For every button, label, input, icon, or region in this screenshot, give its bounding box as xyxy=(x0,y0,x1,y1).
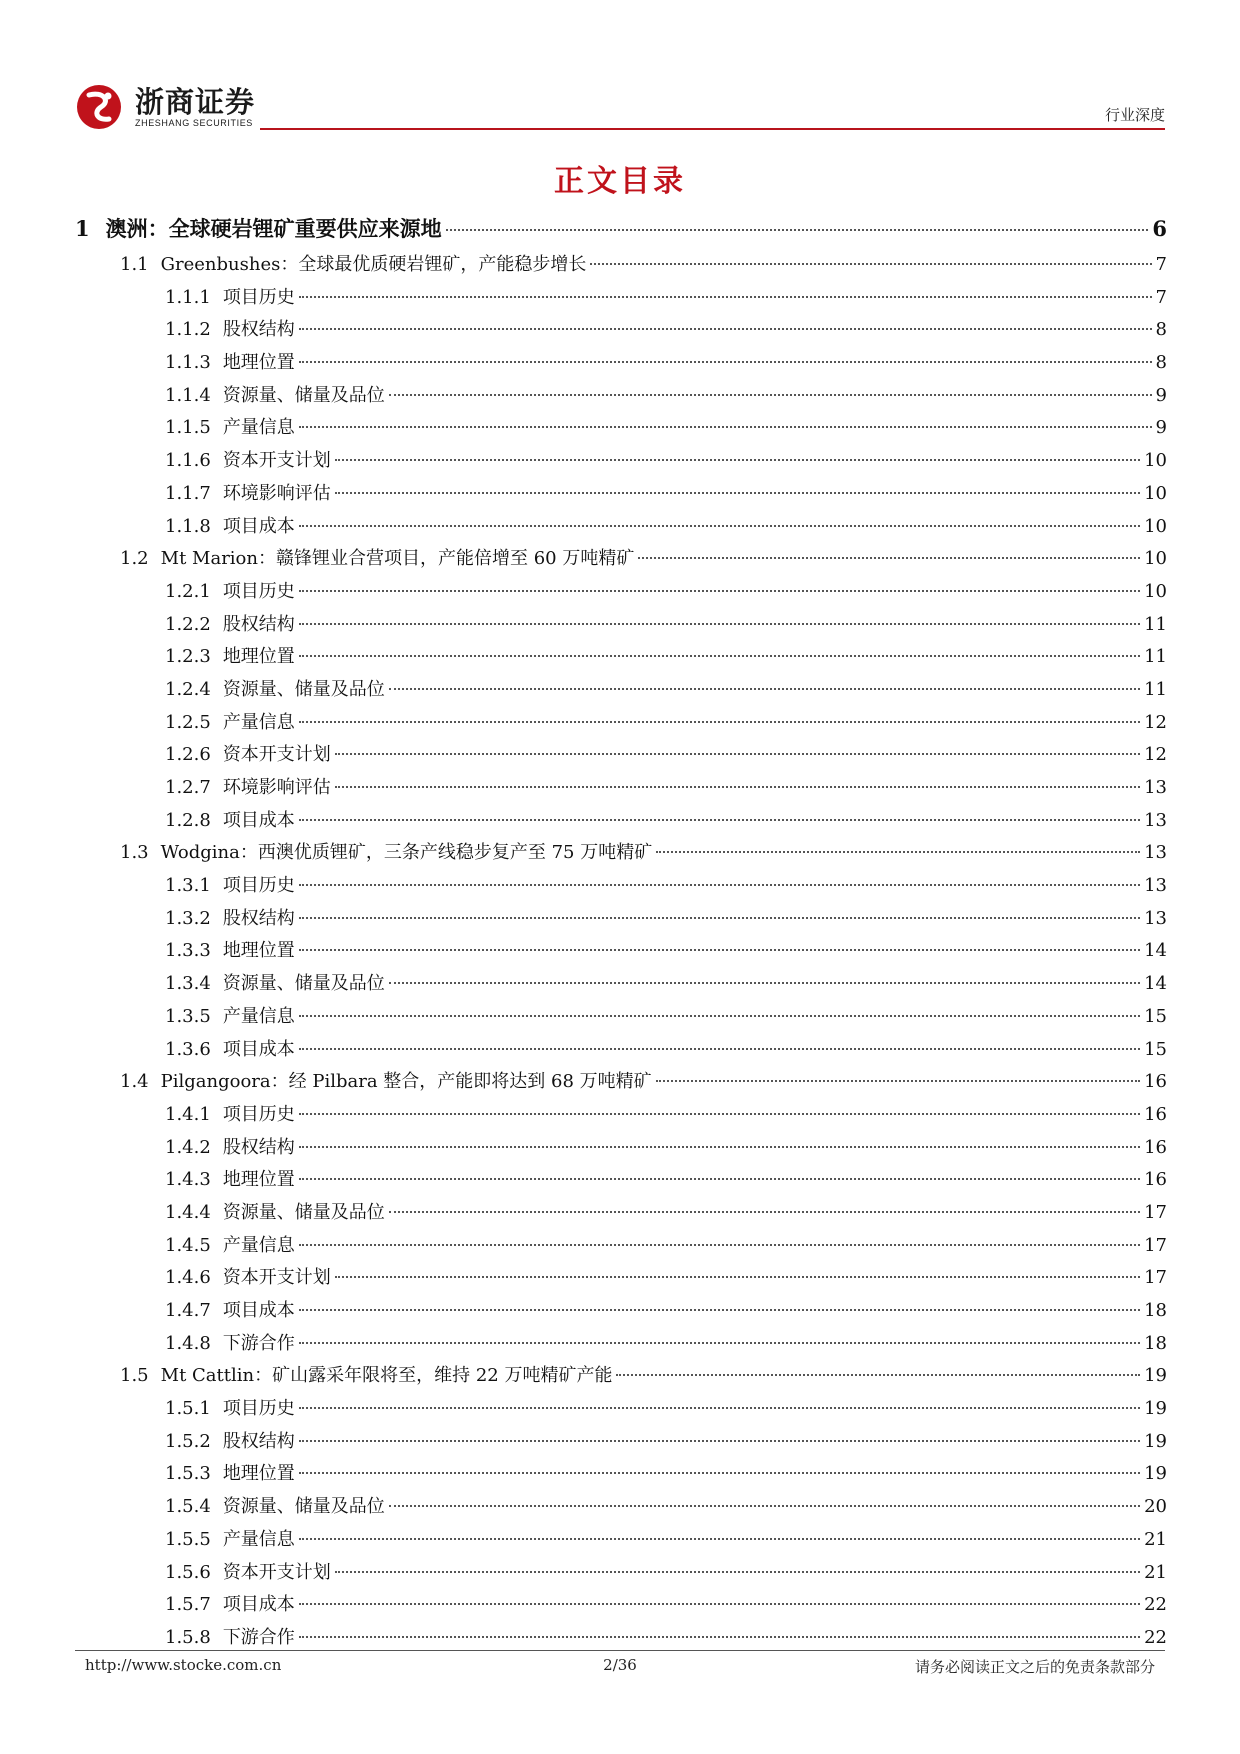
page-title: 正文目录 xyxy=(554,164,686,199)
toc-entry-page: 10 xyxy=(1144,515,1167,537)
toc-entry-number: 1.4.7 xyxy=(165,1300,211,1321)
footer-url-link[interactable]: http://www.stocke.com.cn xyxy=(85,1656,282,1674)
toc-entry-page: 8 xyxy=(1155,352,1167,374)
toc-entry-number: 1.2.3 xyxy=(165,646,211,668)
toc-entry-page: 17 xyxy=(1144,1267,1167,1289)
toc-dot-leader xyxy=(299,884,1140,886)
toc-entry-title: 项目成本 xyxy=(222,515,295,537)
toc-entry-title: 项目成本 xyxy=(222,809,295,831)
toc-entry-title: 项目历史 xyxy=(222,286,295,308)
toc-entry-level-3[interactable] xyxy=(75,968,1167,1001)
toc-entry-page: 21 xyxy=(1144,1528,1167,1550)
toc-entry-number: 1.1.4 xyxy=(165,384,211,406)
logo-text-en: ZHESHANG SECURITIES xyxy=(135,118,253,128)
report-type-tag: 行业深度 xyxy=(1104,106,1165,124)
toc-entry-page: 6 xyxy=(1152,216,1167,241)
toc-entry-page: 22 xyxy=(1144,1626,1167,1648)
toc-entry-level-3[interactable] xyxy=(75,1458,1167,1491)
toc-entry-page: 13 xyxy=(1144,777,1167,798)
toc-entry-number: 1.5.1 xyxy=(165,1398,211,1420)
toc-dot-leader xyxy=(299,1113,1140,1115)
toc-entry-page: 14 xyxy=(1144,940,1167,962)
footer-disclaimer: 请务必阅读正文之后的免责条款部分 xyxy=(914,1658,1155,1676)
toc-dot-leader xyxy=(299,1603,1140,1605)
toc-dot-leader xyxy=(299,361,1152,363)
toc-dot-leader xyxy=(299,296,1152,298)
toc-entry-page: 9 xyxy=(1155,384,1167,406)
toc-entry-page: 11 xyxy=(1144,646,1167,668)
toc-entry-number: 1.2 xyxy=(120,548,149,570)
toc-entry-level-3[interactable] xyxy=(75,1164,1167,1197)
toc-entry-number: 1.3.1 xyxy=(165,875,211,897)
toc-entry-page: 7 xyxy=(1155,286,1167,308)
table-of-contents xyxy=(75,208,1167,1655)
toc-entry-page: 19 xyxy=(1144,1463,1167,1485)
toc-dot-leader xyxy=(616,1374,1140,1376)
toc-entry-title: 地理位置 xyxy=(222,646,295,668)
toc-entry-level-3[interactable] xyxy=(75,1230,1167,1263)
toc-entry-number: 1 xyxy=(75,216,90,241)
toc-entry-title: 股权结构 xyxy=(222,319,295,341)
toc-entry-page: 19 xyxy=(1144,1365,1167,1387)
toc-dot-leader xyxy=(335,492,1140,494)
zheshang-logo-icon xyxy=(75,83,127,131)
toc-entry-title: 资源量、储量及品位 xyxy=(222,1201,385,1223)
toc-dot-leader xyxy=(299,623,1140,625)
toc-entry-page: 16 xyxy=(1144,1071,1167,1093)
toc-entry-title: 股权结构 xyxy=(222,1136,295,1158)
toc-entry-title: 项目历史 xyxy=(222,1398,295,1420)
toc-entry-page: 13 xyxy=(1144,907,1167,929)
toc-entry-title: 地理位置 xyxy=(222,940,295,962)
toc-entry-number: 1.4.2 xyxy=(165,1136,211,1158)
toc-entry-number: 1.2.4 xyxy=(165,678,211,700)
toc-entry-number: 1.5.5 xyxy=(165,1528,211,1550)
toc-dot-leader xyxy=(335,1571,1140,1573)
toc-entry-page: 11 xyxy=(1144,613,1167,635)
toc-entry-title: 股权结构 xyxy=(222,613,295,635)
toc-entry-level-2[interactable] xyxy=(75,1360,1167,1393)
toc-entry-number: 1.4 xyxy=(120,1071,149,1093)
toc-entry-number: 1.2.2 xyxy=(165,613,211,635)
toc-entry-number: 1.1.7 xyxy=(165,482,211,504)
toc-entry-page: 20 xyxy=(1144,1496,1167,1518)
toc-entry-number: 1.5.6 xyxy=(165,1561,211,1583)
toc-dot-leader xyxy=(638,557,1140,559)
toc-dot-leader xyxy=(389,1505,1140,1507)
toc-entry-number: 1.3.3 xyxy=(165,940,211,962)
toc-entry-title: 资本开支计划 xyxy=(222,450,331,472)
toc-entry-title: Pilgangoora：经 Pilbara 整合，产能即将达到 68 万吨精矿 xyxy=(160,1071,652,1093)
toc-entry-title: 环境影响评估 xyxy=(222,777,331,798)
toc-entry-title: 资源量、储量及品位 xyxy=(222,973,385,995)
toc-entry-title: 产量信息 xyxy=(222,1528,295,1550)
toc-entry-number: 1.1.8 xyxy=(165,515,211,537)
toc-entry-page: 18 xyxy=(1144,1300,1167,1321)
toc-dot-leader xyxy=(335,786,1140,788)
toc-entry-page: 10 xyxy=(1144,548,1167,570)
toc-entry-number: 1.2.8 xyxy=(165,809,211,831)
toc-entry-level-2[interactable] xyxy=(75,543,1167,576)
toc-dot-leader xyxy=(299,655,1140,657)
toc-dot-leader xyxy=(299,1636,1140,1638)
toc-entry-title: Mt Cattlin：矿山露采年限将至，维持 22 万吨精矿产能 xyxy=(160,1365,613,1387)
toc-entry-title: 股权结构 xyxy=(222,907,295,929)
toc-dot-leader xyxy=(299,1244,1140,1246)
toc-entry-number: 1.2.6 xyxy=(165,744,211,766)
toc-entry-level-3[interactable] xyxy=(75,739,1167,772)
toc-entry-level-3[interactable] xyxy=(75,1393,1167,1426)
toc-entry-level-3[interactable] xyxy=(75,772,1167,805)
toc-dot-leader xyxy=(299,426,1152,428)
toc-entry-page: 13 xyxy=(1144,875,1167,897)
toc-entry-level-3[interactable] xyxy=(75,903,1167,936)
toc-dot-leader xyxy=(299,1146,1140,1148)
toc-entry-number: 1.1.2 xyxy=(165,319,211,341)
toc-entry-number: 1.5.2 xyxy=(165,1430,211,1452)
toc-entry-number: 1.3 xyxy=(120,842,149,864)
toc-entry-title: 下游合作 xyxy=(222,1626,295,1648)
toc-entry-number: 1.4.5 xyxy=(165,1234,211,1256)
toc-entry-level-3[interactable] xyxy=(75,1589,1167,1622)
toc-dot-leader xyxy=(299,1440,1140,1442)
toc-entry-page: 11 xyxy=(1144,678,1167,700)
logo-text-cn: 浙商证券 xyxy=(135,85,256,119)
toc-dot-leader xyxy=(299,1342,1140,1344)
toc-entry-title: 股权结构 xyxy=(222,1430,295,1452)
toc-entry-level-3[interactable] xyxy=(75,282,1167,315)
toc-entry-title: 资本开支计划 xyxy=(222,1267,331,1289)
toc-entry-title: 资源量、储量及品位 xyxy=(222,384,385,406)
toc-entry-title: 项目历史 xyxy=(222,875,295,897)
toc-dot-leader xyxy=(299,1538,1140,1540)
toc-dot-leader xyxy=(299,590,1140,592)
toc-dot-leader xyxy=(299,949,1140,951)
toc-entry-page: 9 xyxy=(1155,417,1167,439)
toc-entry-title: 项目历史 xyxy=(222,580,295,602)
toc-entry-title: 资本开支计划 xyxy=(222,744,331,766)
toc-entry-level-1[interactable] xyxy=(75,208,1167,249)
toc-dot-leader xyxy=(299,1309,1140,1311)
toc-entry-page: 13 xyxy=(1144,842,1167,864)
toc-entry-page: 19 xyxy=(1144,1398,1167,1420)
toc-entry-title: 资源量、储量及品位 xyxy=(222,1496,385,1518)
toc-entry-title: 下游合作 xyxy=(222,1332,295,1354)
toc-entry-page: 14 xyxy=(1144,973,1167,995)
toc-entry-number: 1.4.1 xyxy=(165,1103,211,1125)
toc-entry-level-3[interactable] xyxy=(75,1524,1167,1557)
toc-entry-page: 17 xyxy=(1144,1234,1167,1256)
toc-entry-level-3[interactable] xyxy=(75,347,1167,380)
toc-entry-page: 7 xyxy=(1155,254,1167,275)
toc-entry-level-3[interactable] xyxy=(75,1295,1167,1328)
toc-entry-level-3[interactable] xyxy=(75,935,1167,968)
toc-dot-leader xyxy=(335,753,1140,755)
toc-dot-leader xyxy=(446,229,1149,231)
toc-entry-number: 1.3.2 xyxy=(165,907,211,929)
toc-entry-level-3[interactable] xyxy=(75,1557,1167,1590)
toc-entry-page: 16 xyxy=(1144,1103,1167,1125)
toc-entry-title: 产量信息 xyxy=(222,1005,295,1027)
toc-dot-leader xyxy=(590,263,1151,265)
toc-entry-level-3[interactable] xyxy=(75,1262,1167,1295)
toc-entry-page: 12 xyxy=(1144,744,1167,766)
toc-entry-page: 16 xyxy=(1144,1169,1167,1191)
toc-entry-level-3[interactable] xyxy=(75,641,1167,674)
toc-entry-page: 19 xyxy=(1144,1430,1167,1452)
toc-dot-leader xyxy=(299,328,1152,330)
toc-entry-level-3[interactable] xyxy=(75,1001,1167,1034)
toc-entry-level-3[interactable] xyxy=(75,805,1167,838)
toc-entry-title: 产量信息 xyxy=(222,1234,295,1256)
toc-entry-level-3[interactable] xyxy=(75,609,1167,642)
toc-entry-level-3[interactable] xyxy=(75,445,1167,478)
toc-entry-title: 项目成本 xyxy=(222,1300,295,1321)
toc-entry-number: 1.4.6 xyxy=(165,1267,211,1289)
toc-entry-level-2[interactable] xyxy=(75,1066,1167,1099)
toc-entry-number: 1.4.4 xyxy=(165,1201,211,1223)
toc-dot-leader xyxy=(389,394,1152,396)
toc-entry-number: 1.1.1 xyxy=(165,286,211,308)
toc-entry-level-3[interactable] xyxy=(75,412,1167,445)
toc-entry-page: 10 xyxy=(1144,482,1167,504)
toc-entry-title: 地理位置 xyxy=(222,1169,295,1191)
toc-entry-number: 1.2.7 xyxy=(165,777,211,798)
toc-entry-number: 1.5.7 xyxy=(165,1594,211,1616)
toc-dot-leader xyxy=(299,525,1140,527)
toc-entry-level-3[interactable] xyxy=(75,380,1167,413)
header-divider xyxy=(260,128,1165,130)
toc-entry-title: 项目成本 xyxy=(222,1594,295,1616)
toc-entry-title: Greenbushes：全球最优质硬岩锂矿，产能稳步增长 xyxy=(160,254,587,275)
toc-entry-number: 1.1.3 xyxy=(165,352,211,374)
toc-entry-page: 15 xyxy=(1144,1005,1167,1027)
toc-entry-page: 15 xyxy=(1144,1038,1167,1060)
toc-dot-leader xyxy=(299,917,1140,919)
toc-dot-leader xyxy=(389,982,1140,984)
toc-entry-title: 资本开支计划 xyxy=(222,1561,331,1583)
footer-divider xyxy=(75,1650,1165,1651)
toc-entry-number: 1.3.6 xyxy=(165,1038,211,1060)
toc-entry-title: 澳洲：全球硬岩锂矿重要供应来源地 xyxy=(105,216,442,241)
toc-dot-leader xyxy=(299,1178,1140,1180)
toc-entry-level-3[interactable] xyxy=(75,1099,1167,1132)
toc-dot-leader xyxy=(299,1048,1140,1050)
toc-entry-level-3[interactable] xyxy=(75,511,1167,544)
toc-entry-number: 1.4.8 xyxy=(165,1332,211,1354)
toc-entry-title: 地理位置 xyxy=(222,1463,295,1485)
toc-entry-title: 地理位置 xyxy=(222,352,295,374)
toc-entry-page: 13 xyxy=(1144,809,1167,831)
toc-entry-number: 1.3.5 xyxy=(165,1005,211,1027)
toc-entry-title: 项目历史 xyxy=(222,1103,295,1125)
toc-entry-page: 21 xyxy=(1144,1561,1167,1583)
toc-entry-level-3[interactable] xyxy=(75,576,1167,609)
toc-entry-level-3[interactable] xyxy=(75,1197,1167,1230)
toc-entry-number: 1.5.8 xyxy=(165,1626,211,1648)
toc-dot-leader xyxy=(335,459,1140,461)
toc-dot-leader xyxy=(389,688,1140,690)
toc-entry-title: Wodgina：西澳优质锂矿，三条产线稳步复产至 75 万吨精矿 xyxy=(160,842,653,864)
toc-entry-level-3[interactable] xyxy=(75,478,1167,511)
toc-entry-page: 8 xyxy=(1155,319,1167,341)
toc-entry-page: 12 xyxy=(1144,711,1167,733)
toc-dot-leader xyxy=(299,721,1140,723)
toc-dot-leader xyxy=(656,1080,1140,1082)
toc-dot-leader xyxy=(335,1276,1140,1278)
toc-entry-level-2[interactable] xyxy=(75,837,1167,870)
toc-dot-leader xyxy=(299,1015,1140,1017)
toc-entry-number: 1.4.3 xyxy=(165,1169,211,1191)
toc-entry-level-2[interactable] xyxy=(75,249,1167,282)
toc-dot-leader xyxy=(299,1472,1140,1474)
toc-entry-page: 10 xyxy=(1144,450,1167,472)
toc-entry-level-3[interactable] xyxy=(75,707,1167,740)
toc-entry-level-3[interactable] xyxy=(75,1426,1167,1459)
toc-entry-level-3[interactable] xyxy=(75,1132,1167,1165)
page-number: 2/36 xyxy=(603,1656,637,1674)
toc-entry-number: 1.5.3 xyxy=(165,1463,211,1485)
toc-entry-level-3[interactable] xyxy=(75,1328,1167,1361)
toc-entry-number: 1.1 xyxy=(120,254,149,275)
toc-entry-number: 1.5.4 xyxy=(165,1496,211,1518)
toc-entry-level-3[interactable] xyxy=(75,674,1167,707)
toc-entry-level-3[interactable] xyxy=(75,314,1167,347)
toc-dot-leader xyxy=(299,819,1140,821)
toc-dot-leader xyxy=(656,851,1140,853)
toc-entry-title: 产量信息 xyxy=(222,417,295,439)
toc-entry-title: Mt Marion：赣锋锂业合营项目，产能倍增至 60 万吨精矿 xyxy=(160,548,635,570)
toc-entry-level-3[interactable] xyxy=(75,870,1167,903)
toc-entry-title: 资源量、储量及品位 xyxy=(222,678,385,700)
toc-entry-page: 17 xyxy=(1144,1201,1167,1223)
toc-entry-number: 1.2.1 xyxy=(165,580,211,602)
toc-entry-title: 产量信息 xyxy=(222,711,295,733)
toc-entry-number: 1.2.5 xyxy=(165,711,211,733)
toc-entry-number: 1.5 xyxy=(120,1365,149,1387)
toc-entry-page: 16 xyxy=(1144,1136,1167,1158)
toc-dot-leader xyxy=(389,1211,1140,1213)
toc-entry-number: 1.3.4 xyxy=(165,973,211,995)
page-header xyxy=(75,78,1165,132)
toc-entry-number: 1.1.6 xyxy=(165,450,211,472)
toc-entry-page: 22 xyxy=(1144,1594,1167,1616)
toc-entry-level-3[interactable] xyxy=(75,1034,1167,1067)
toc-entry-number: 1.1.5 xyxy=(165,417,211,439)
toc-entry-level-3[interactable] xyxy=(75,1491,1167,1524)
toc-entry-page: 10 xyxy=(1144,580,1167,602)
toc-entry-title: 环境影响评估 xyxy=(222,482,331,504)
toc-entry-title: 项目成本 xyxy=(222,1038,295,1060)
toc-dot-leader xyxy=(299,1407,1140,1409)
toc-entry-page: 18 xyxy=(1144,1332,1167,1354)
